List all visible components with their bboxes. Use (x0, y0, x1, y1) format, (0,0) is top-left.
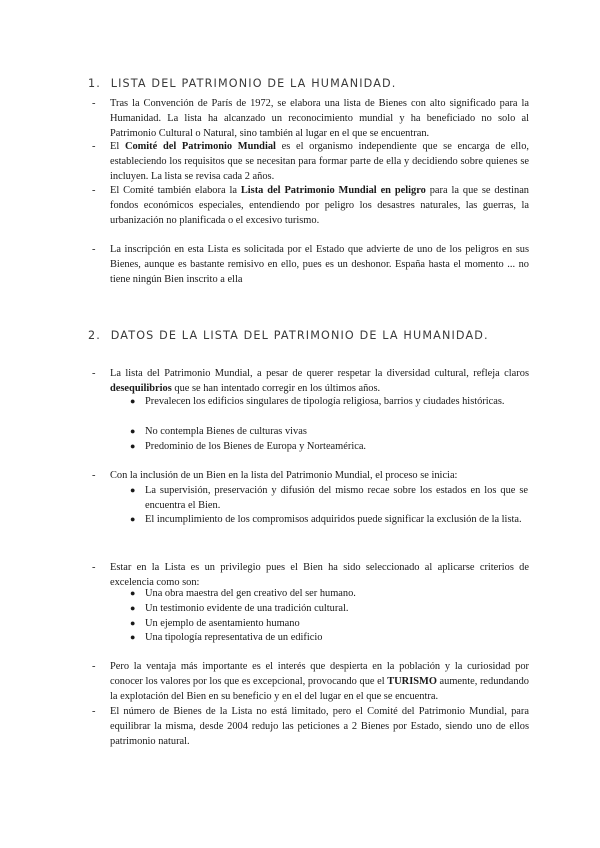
bold-term: Comité del Patrimonio Mundial (124, 141, 276, 152)
paragraph (92, 704, 529, 750)
bullet-item (130, 483, 528, 513)
bullet-text: Un testimonio evidente de una tradición cultural. (145, 603, 349, 614)
section-2-number: 2. (88, 329, 101, 342)
section-1-number: 1. (88, 77, 101, 90)
bullet-marker: ● (130, 603, 136, 613)
paragraph (92, 242, 529, 288)
bullet-marker: ● (130, 485, 136, 495)
dash-marker: - (92, 562, 96, 573)
bullet-marker: ● (130, 588, 136, 598)
paragraph-text: Tras la Convención de París de 1972, se elabora una lista de Bienes con alto significado para la Humanidad. La lista ha alcanzado un reconocimiento mundial y ha beneficiado no solo al Patrimonio Cultural o Natural, sino también al lugar en el que se encuentran. (110, 98, 529, 140)
bold-term: Lista del Patrimonio Mundial en peligro (240, 185, 426, 196)
section-1-heading (88, 77, 397, 90)
bullet-text: No contempla Bienes de culturas vivas (145, 426, 307, 437)
paragraph-text: El Comité del Patrimonio Mundial es el organismo independiente que se encarga de ello, estableciendo los requisitos que se necesitan para formar parte de ella y decidiendo sobre quienes se incluyen. La lista se revisa cada 2 años. (110, 141, 529, 183)
bullet-item (130, 424, 528, 439)
paragraph-text: Estar en la Lista es un privilegio pues el Bien ha sido seleccionado al aplicarse criterios de excelencia como son: (110, 562, 529, 589)
bullet-marker: ● (130, 514, 136, 524)
dash-marker: - (92, 244, 96, 255)
dash-marker: - (92, 368, 96, 379)
dash-marker: - (92, 470, 96, 481)
bold-term: TURISMO (387, 676, 437, 688)
dash-marker: - (92, 706, 96, 717)
bullet-text: Una tipología representativa de un edificio (145, 632, 323, 643)
paragraph (92, 139, 529, 185)
bold-term: desequilibrios (110, 383, 172, 395)
bullet-item (130, 394, 528, 409)
dash-marker: - (92, 98, 96, 109)
paragraph-text: La inscripción en esta Lista es solicitada por el Estado que advierte de uno de los peligros en sus Bienes, aunque es bastante remisivo en ello, pues es un deshonor. España hasta el momento ... no tiene ningún Bien inscrito a ella (110, 244, 529, 286)
bullet-text: Predominio de los Bienes de Europa y Norteamérica. (145, 441, 367, 452)
bullet-item (130, 586, 528, 601)
section-2-heading (88, 329, 489, 342)
bullet-item (130, 616, 528, 631)
paragraph (92, 96, 529, 142)
bullet-marker: ● (130, 618, 136, 628)
bullet-text: El incumplimiento de los compromisos adquiridos puede significar la exclusión de la lista. (145, 514, 522, 525)
paragraph (92, 468, 529, 483)
paragraph-text: El Comité también elabora la Lista del Patrimonio Mundial en peligro para la que se destinan fondos económicos especiales, entendiendo por peligro los desastres naturales, las guerras, la urbanización no planificada o el excesivo turismo. (110, 185, 529, 227)
bullet-item (130, 630, 528, 645)
bullet-marker: ● (130, 426, 136, 436)
dash-marker: - (92, 141, 96, 152)
bullet-marker: ● (130, 441, 136, 451)
bullet-marker: ● (130, 632, 136, 642)
paragraph (92, 183, 529, 229)
paragraph-text: Con la inclusión de un Bien en la lista del Patrimonio Mundial, el proceso se inicia: (110, 470, 458, 481)
bullet-marker: ● (130, 396, 136, 406)
bullet-text: Un ejemplo de asentamiento humano (145, 618, 300, 629)
section-1-title: LISTA DEL PATRIMONIO DE LA HUMANIDAD. (110, 77, 397, 90)
dash-marker: - (92, 185, 96, 196)
paragraph-text: Pero la ventaja más importante es el interés que despierta en la población y la curiosidad por conocer los valores por los que es excepcional, provocando que el TURISMO aumente, redundando la explotación del Bien en su beneficio y en el del lugar en el que se encuentra. (110, 661, 529, 703)
bullet-item (130, 439, 528, 454)
bullet-item (130, 512, 528, 527)
bullet-item (130, 601, 528, 616)
paragraph (92, 659, 529, 705)
paragraph-text: La lista del Patrimonio Mundial, a pesar de querer respetar la diversidad cultural, refleja claros desequilibrios que se han intentado corregir en los últimos años. (110, 368, 529, 395)
bullet-text: La supervisión, preservación y difusión del mismo recae sobre los estados en los que se encuentra el Bien. (145, 485, 528, 512)
dash-marker: - (92, 661, 96, 672)
bullet-text: Prevalecen los edificios singulares de tipología religiosa, barrios y ciudades históricas. (145, 396, 505, 407)
section-2-title: DATOS DE LA LISTA DEL PATRIMONIO DE LA HUMANIDAD. (110, 329, 489, 342)
paragraph-text: El número de Bienes de la Lista no está limitado, pero el Comité del Patrimonio Mundial, para equilibrar la misma, desde 2004 redujo las peticiones a 2 Bienes por Estado, siendo uno de ellos patrimonio natural. (110, 706, 529, 748)
bullet-text: Una obra maestra del gen creativo del ser humano. (145, 588, 356, 599)
paragraph (92, 366, 529, 396)
